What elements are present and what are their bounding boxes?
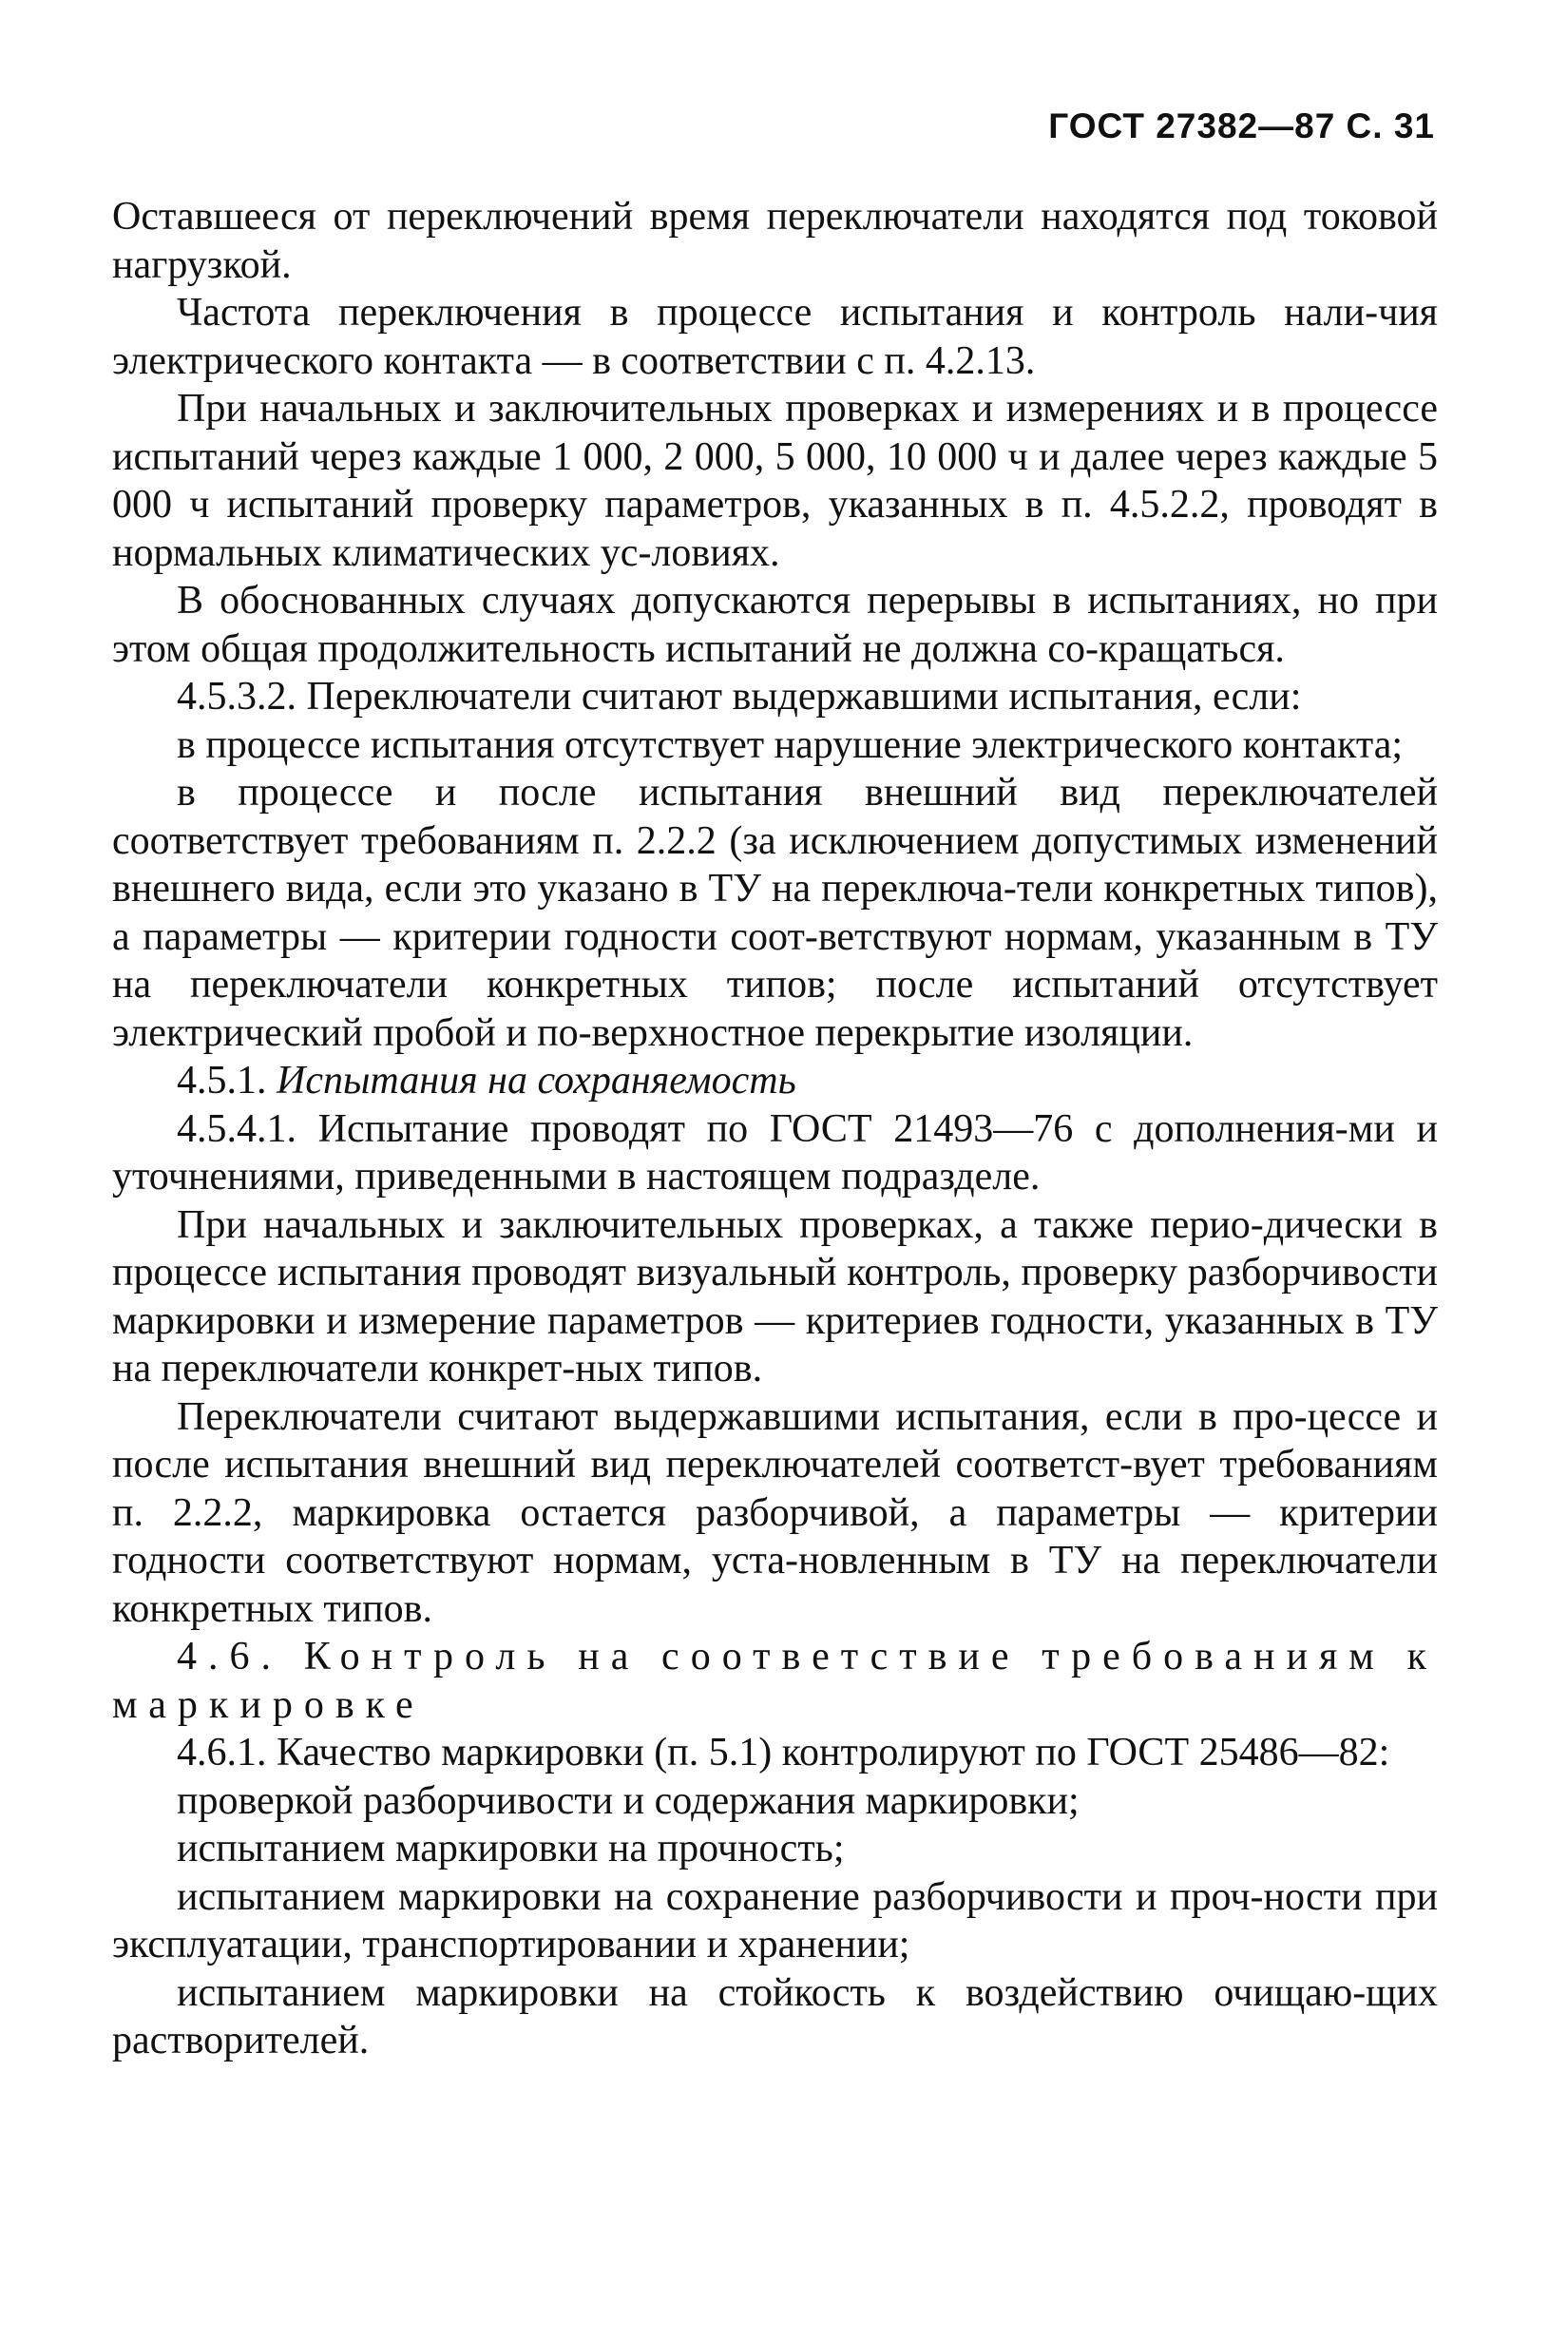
list-item: испытанием маркировки на стойкость к воздействию очищаю-щих растворителей. bbox=[112, 1970, 1438, 2062]
section-heading-4-6: 4.6. Контроль на соответствие требованиям к маркировке bbox=[112, 1635, 1438, 1727]
clause-4-5-4-1: 4.5.4.1. Испытание проводят по ГОСТ 21493—76 с дополнения-ми и уточнениями, приведенными в настоящем подразделе. bbox=[112, 1106, 1438, 1199]
document-body bbox=[112, 193, 1438, 2065]
paragraph: При начальных и заключительных проверках, а также перио-дически в процессе испытания проводят визуальный контроль, проверку разборчивости маркировки и измерение параметров — критериев годности, указанных в ТУ на переключатели конкрет-ных типов. bbox=[112, 1202, 1438, 1391]
paragraph: В обоснованных случаях допускаются перерывы в испытаниях, но при этом общая продолжительность испытаний не должна со-кращаться. bbox=[112, 579, 1438, 671]
list-item: испытанием маркировки на сохранение разборчивости и проч-ности при эксплуатации, транспортировании и хранении; bbox=[112, 1874, 1438, 1966]
page-header: ГОСТ 27382—87 С. 31 bbox=[1048, 106, 1435, 145]
clause-4-5-3-2: 4.5.3.2. Переключатели считают выдержавшими испытания, если: bbox=[177, 675, 1302, 719]
list-item: испытанием маркировки на прочность; bbox=[177, 1827, 845, 1870]
paragraph: в процессе и после испытания внешний вид переключателей соответствует требованиям п. 2.2.2 (за исключением допустимых изменений внешнего вида, если это указано в ТУ на переключа-тели конкретных типов), а параметры — критерии годности соот-ветствуют нормам, указанным в ТУ на переключатели конкретных типов; после испытаний отсутствует электрический пробой и по-верхностное перекрытие изоляции. bbox=[112, 771, 1438, 1055]
list-item: проверкой разборчивости и содержания маркировки; bbox=[177, 1778, 1080, 1823]
section-title: Испытания на сохраняемость bbox=[277, 1059, 796, 1103]
section-heading-4-5-1 bbox=[112, 1057, 1438, 1105]
paragraph: Частота переключения в процессе испытания и контроль нали-чия электрического контакта — в соответствии с п. 4.2.13. bbox=[112, 291, 1438, 383]
paragraph: Переключатели считают выдержавшими испытания, если в про-цессе и после испытания внешний вид переключателей соответст-вует требованиям п. 2.2.2, маркировка остается разборчивой, а параметры — критерии годности соответствуют нормам, уста-новленным в ТУ на переключатели конкретных типов. bbox=[112, 1394, 1438, 1631]
paragraph: При начальных и заключительных проверках и измерениях и в процессе испытаний через каждые 1 000, 2 000, 5 000, 10 000 ч и далее через каждые 5 000 ч испытаний проверку параметров, указанных в п. 4.5.2.2, проводят в нормальных климатических ус-ловиях. bbox=[112, 387, 1438, 575]
paragraph: в процессе испытания отсутствует нарушение электрического контакта; bbox=[177, 722, 1404, 767]
clause-4-6-1: 4.6.1. Качество маркировки (п. 5.1) контролируют по ГОСТ 25486—82: bbox=[177, 1731, 1390, 1774]
section-number: 4.5.1. bbox=[177, 1059, 267, 1103]
paragraph: Оставшееся от переключений время переключатели находятся под токовой нагрузкой. bbox=[112, 195, 1438, 287]
